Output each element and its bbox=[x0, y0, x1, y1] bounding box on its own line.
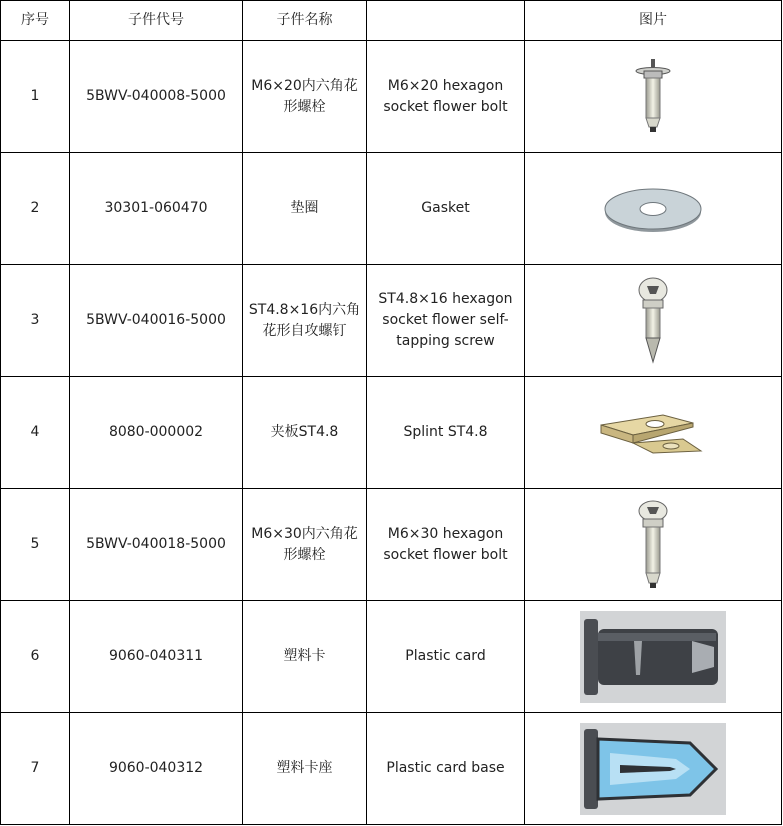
name-cn-text: 夹板ST4.8 bbox=[270, 424, 339, 440]
table-row bbox=[1, 489, 782, 601]
row-name-cn bbox=[243, 713, 367, 825]
row-name-en bbox=[367, 601, 525, 713]
header-row bbox=[1, 1, 782, 41]
table-row bbox=[1, 265, 782, 377]
row-seq: 5 bbox=[1, 489, 70, 601]
name-en-text: Splint ST4.8 bbox=[403, 424, 488, 440]
row-seq: 1 bbox=[1, 41, 70, 153]
name-cn-text: 垫圈 bbox=[290, 200, 319, 216]
row-picture bbox=[525, 265, 782, 377]
washer-icon bbox=[598, 179, 708, 239]
row-name-en bbox=[367, 41, 525, 153]
plastic-clip-base-icon bbox=[580, 723, 726, 815]
row-name-cn bbox=[243, 265, 367, 377]
splint-clip-icon bbox=[593, 403, 713, 463]
row-seq: 6 bbox=[1, 601, 70, 713]
row-seq: 3 bbox=[1, 265, 70, 377]
name-en-text: M6×30 hexagon socket flower bolt bbox=[383, 525, 508, 563]
name-en-text: ST4.8×16 hexagon socket flower self-tapping screw bbox=[378, 291, 513, 349]
row-seq: 2 bbox=[1, 153, 70, 265]
tapping-screw-icon bbox=[623, 276, 683, 366]
table-row bbox=[1, 601, 782, 713]
table-row bbox=[1, 153, 782, 265]
row-code: 5BWV-040018-5000 bbox=[70, 489, 243, 601]
name-cn-text: M6×20内六角花形螺栓 bbox=[251, 77, 358, 115]
row-picture bbox=[525, 601, 782, 713]
name-cn-text: 塑料卡 bbox=[283, 648, 326, 664]
row-code: 9060-040311 bbox=[70, 601, 243, 713]
row-picture bbox=[525, 713, 782, 825]
row-seq: 4 bbox=[1, 377, 70, 489]
table-row bbox=[1, 713, 782, 825]
name-en-text: Plastic card base bbox=[386, 760, 505, 776]
name-en-text: M6×20 hexagon socket flower bolt bbox=[383, 77, 508, 115]
row-name-cn bbox=[243, 489, 367, 601]
plastic-clip-icon bbox=[580, 611, 726, 703]
table-row bbox=[1, 41, 782, 153]
header-name-cn: 子件名称 bbox=[243, 1, 367, 41]
name-en-text: Plastic card bbox=[405, 648, 486, 664]
row-name-cn bbox=[243, 41, 367, 153]
row-picture bbox=[525, 41, 782, 153]
name-en-text: Gasket bbox=[421, 200, 470, 216]
name-cn-text: 塑料卡座 bbox=[276, 760, 333, 776]
row-code: 5BWV-040008-5000 bbox=[70, 41, 243, 153]
row-name-cn bbox=[243, 377, 367, 489]
row-code: 30301-060470 bbox=[70, 153, 243, 265]
row-name-cn bbox=[243, 153, 367, 265]
row-name-en bbox=[367, 377, 525, 489]
row-name-en bbox=[367, 265, 525, 377]
header-code: 子件代号 bbox=[70, 1, 243, 41]
row-picture bbox=[525, 153, 782, 265]
row-code: 9060-040312 bbox=[70, 713, 243, 825]
row-seq: 7 bbox=[1, 713, 70, 825]
row-code: 5BWV-040016-5000 bbox=[70, 265, 243, 377]
table-row bbox=[1, 377, 782, 489]
row-picture bbox=[525, 489, 782, 601]
header-seq: 序号 bbox=[1, 1, 70, 41]
row-picture bbox=[525, 377, 782, 489]
header-name-en bbox=[367, 1, 525, 41]
row-code: 8080-000002 bbox=[70, 377, 243, 489]
bolt-icon bbox=[623, 57, 683, 137]
name-cn-text: ST4.8×16内六角花形自攻螺钉 bbox=[248, 301, 361, 339]
long-bolt-icon bbox=[623, 499, 683, 591]
header-picture: 图片 bbox=[525, 1, 782, 41]
row-name-en bbox=[367, 489, 525, 601]
name-cn-text: M6×30内六角花形螺栓 bbox=[251, 525, 358, 563]
row-name-en bbox=[367, 713, 525, 825]
row-name-en bbox=[367, 153, 525, 265]
row-name-cn bbox=[243, 601, 367, 713]
